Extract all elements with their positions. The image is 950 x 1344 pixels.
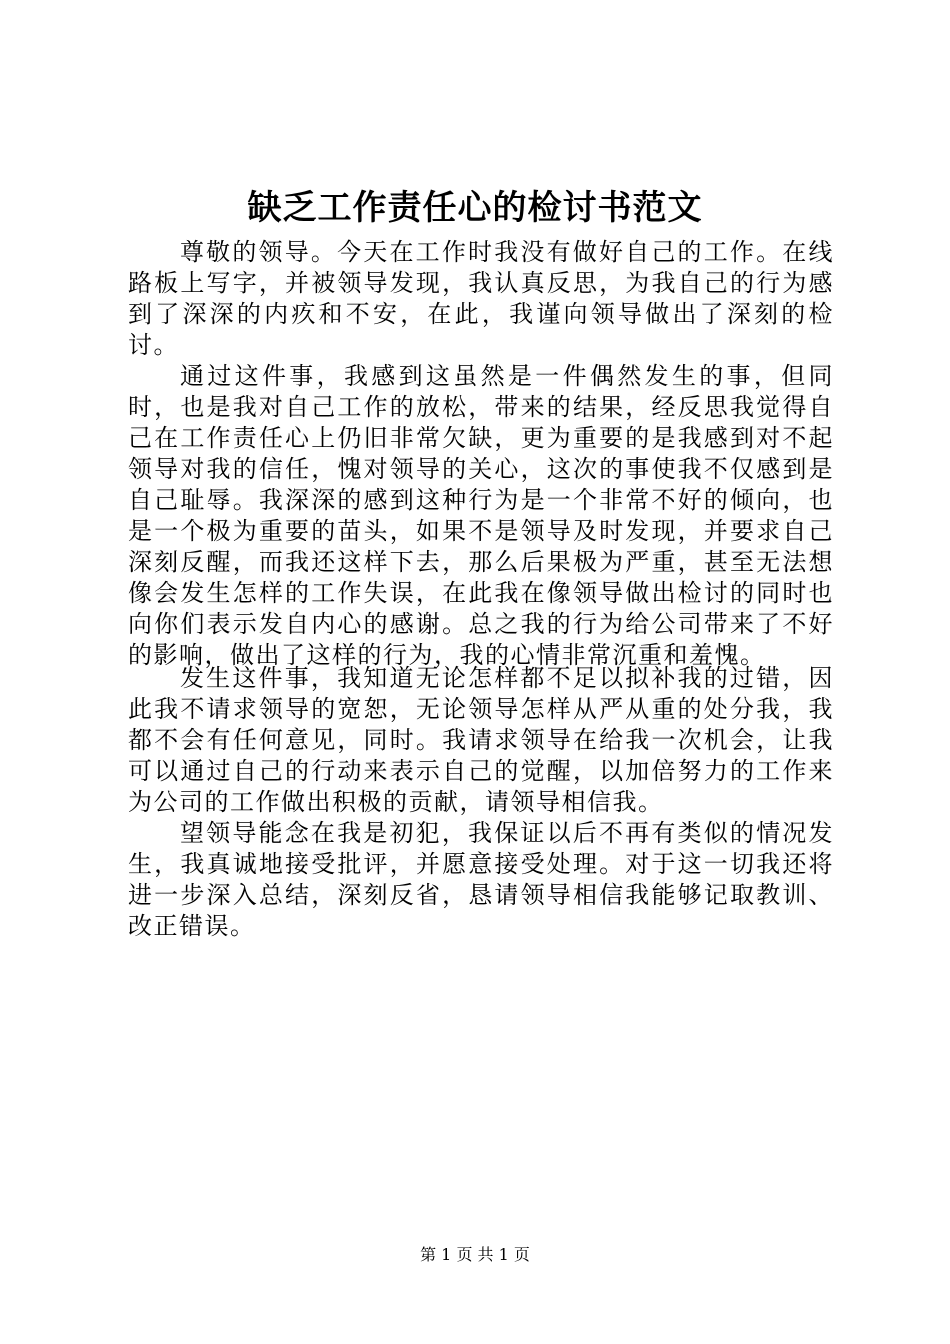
page-number-footer: 第 1 页 共 1 页 — [420, 1245, 530, 1264]
paragraph-greeting: 尊敬的领导。今天在工作时我没有做好自己的工作。在线路板上写字，并被领导发现，我认真反思，为我自己的行为感到了深深的内疚和不安，在此，我谨向领导做出了深刻的检讨。 — [128, 238, 834, 359]
paragraph-promise: 望领导能念在我是初犯，我保证以后不再有类似的情况发生，我真诚地接受批评，并愿意接受处理。对于这一切我还将进一步深入总结，深刻反省，恳请领导相信我能够记取教训、改正错误。 — [128, 819, 834, 940]
document-title: 缺乏工作责任心的检讨书范文 — [247, 188, 703, 228]
paragraph-reflection: 通过这件事，我感到这虽然是一件偶然发生的事，但同时，也是我对自己工作的放松，带来的结果，经反思我觉得自己在工作责任心上仍旧非常欠缺，更为重要的是我感到对不起领导对我的信任，愧对领导的关心，这次的事使我不仅感到是自己耻辱。我深深的感到这种行为是一个非常不好的倾向，也是一个极为重要的苗头，如果不是领导及时发现，并要求自己深刻反醒，而我还这样下去，那么后果极为严重，甚至无法想像会发生怎样的工作失误，在此我在像领导做出检讨的同时也向你们表示发自内心的感谢。总之我的行为给公司带来了不好的影响，做出了这样的行为，我的心情非常沉重和羞愧。 — [128, 362, 834, 669]
paragraph-acceptance: 发生这件事，我知道无论怎样都不足以拟补我的过错，因此我不请求领导的宽恕，无论领导怎样从严从重的处分我，我都不会有任何意见，同时。我请求领导在给我一次机会，让我可以通过自己的行动来表示自己的觉醒，以加倍努力的工作来为公司的工作做出积极的贡献，请领导相信我。 — [128, 664, 834, 816]
